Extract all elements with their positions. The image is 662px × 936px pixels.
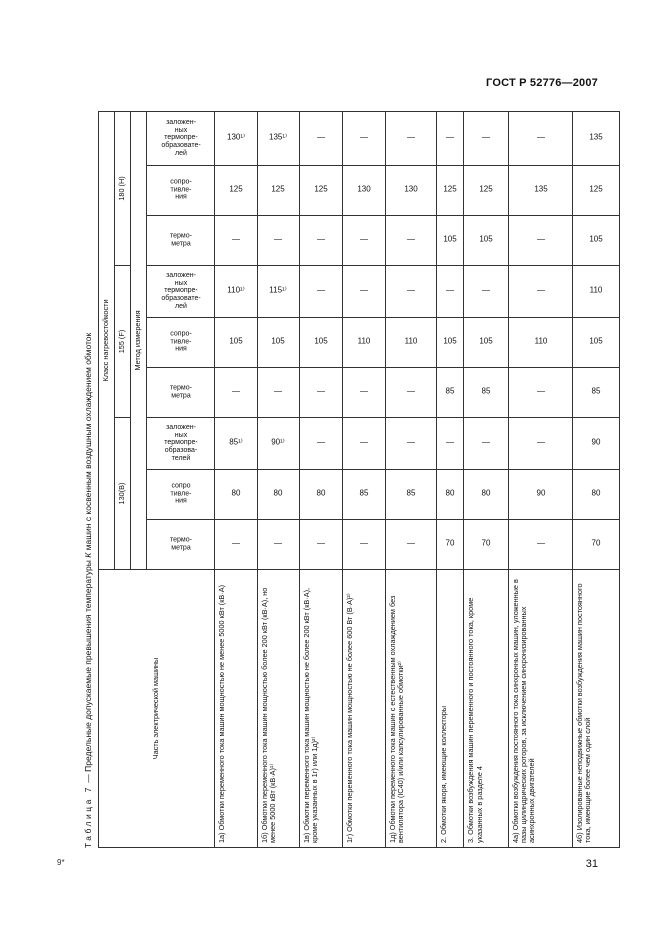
method-label: термо- метра [169, 536, 192, 552]
row-part-name: 4а) Обмотки возбуждения постоянного тока синхронных машин, уложенные в пазы цилиндрических роторов, за исключением синхронизированных асинхронных двигателей [509, 570, 573, 848]
value-text: 105 [271, 337, 286, 347]
value-cell [436, 368, 464, 418]
value-cell [342, 470, 385, 520]
value-text: — [406, 539, 415, 549]
value-text: — [536, 539, 545, 549]
value-cell [573, 368, 620, 418]
value-text: 110 [404, 337, 417, 347]
value-cell [342, 111, 385, 165]
value-text: 90 [536, 489, 546, 499]
value-text: — [536, 387, 545, 397]
table-row [342, 111, 385, 847]
value-text: 85 [406, 489, 416, 499]
value-text: — [274, 235, 283, 245]
value-text: — [406, 286, 415, 296]
method-cell [147, 166, 215, 216]
value-cell [257, 368, 300, 418]
method-cell [147, 216, 215, 266]
value-cell [300, 216, 343, 266]
value-text: 105 [589, 337, 603, 347]
method-cell [147, 470, 215, 520]
row-part-name: 1а) Обмотки переменного тока машин мощностью не менее 5000 кВт (кВ·А) [215, 570, 258, 848]
value-text: 105 [479, 235, 493, 245]
method-cell [147, 266, 215, 318]
method-header: Метод измерения [131, 111, 147, 569]
table-row [257, 111, 300, 847]
value-text: 85 [481, 387, 491, 397]
value-text: 110¹⁾ [227, 286, 245, 296]
value-cell [257, 216, 300, 266]
value-cell [573, 111, 620, 165]
value-text: 80 [481, 489, 491, 499]
method-cell [147, 318, 215, 368]
value-text: — [406, 235, 415, 245]
value-text: — [359, 539, 368, 549]
method-label: сопро- тивле- ния [169, 330, 192, 354]
class-155: 155 (F) [115, 266, 131, 418]
signature-mark: 9* [57, 858, 65, 867]
value-text: 70 [591, 539, 601, 549]
value-cell [509, 520, 573, 570]
row-part-name: 1г) Обмотки переменного тока машин мощностью не более 600 Вт (В·А)²⁾ [342, 570, 385, 848]
value-text: 135 [589, 133, 603, 143]
class-header: Класс нагревостойкости [99, 111, 115, 569]
value-cell [342, 216, 385, 266]
value-text: 105 [443, 235, 457, 245]
value-text: — [482, 438, 491, 448]
rotated-table-block [80, 112, 625, 848]
value-text: — [536, 438, 545, 448]
value-cell [342, 418, 385, 470]
value-text: — [317, 286, 326, 296]
value-text: 130 [403, 185, 418, 195]
row-part-name: 1б) Обмотки переменного тока машин мощностью более 200 кВт (кВ·А), но менее 5000 кВт (кВ·А)¹⁾ [257, 570, 300, 848]
value-text: 110 [357, 337, 371, 347]
value-text: 115¹⁾ [269, 286, 288, 296]
table-row [464, 111, 509, 847]
value-text: 125 [229, 185, 243, 195]
class-130: 130(B) [115, 418, 131, 570]
method-label: сопро- тивле- ния [169, 178, 192, 202]
value-cell [342, 166, 385, 216]
value-cell [300, 418, 343, 470]
value-text: — [536, 235, 545, 245]
value-cell [300, 111, 343, 165]
value-cell [464, 368, 509, 418]
value-text: — [231, 235, 240, 245]
value-cell [464, 111, 509, 165]
value-cell [573, 318, 620, 368]
value-text: — [317, 235, 326, 245]
value-cell [385, 520, 436, 570]
method-label: заложен- ных термопре- образовате- лей [160, 272, 201, 311]
value-text: — [231, 387, 240, 397]
value-text: — [317, 438, 326, 448]
value-cell [573, 266, 620, 318]
method-label: заложен- ных термопре- образова- телей [163, 424, 198, 463]
value-text: 130¹⁾ [226, 133, 245, 143]
value-cell [215, 216, 258, 266]
value-text: — [359, 235, 368, 245]
table-row [300, 111, 343, 847]
value-cell [436, 111, 464, 165]
value-text: 125 [443, 185, 457, 195]
value-text: — [359, 133, 368, 143]
value-text: 125 [479, 185, 493, 195]
value-cell [509, 111, 573, 165]
value-cell [257, 418, 300, 470]
value-cell [509, 418, 573, 470]
standard-designation: ГОСТ Р 52776—2007 [486, 77, 598, 89]
value-text: — [482, 286, 491, 296]
value-cell [215, 368, 258, 418]
value-cell [464, 166, 509, 216]
class-180: 180 (H) [115, 111, 131, 265]
value-cell [385, 318, 436, 368]
value-text: — [446, 133, 454, 143]
value-cell [573, 166, 620, 216]
value-text: 125 [589, 185, 603, 195]
value-cell [342, 368, 385, 418]
value-text: 80 [316, 489, 326, 499]
value-cell [509, 166, 573, 216]
value-cell [573, 216, 620, 266]
value-cell [436, 470, 464, 520]
value-text: — [317, 387, 326, 397]
value-text: 85 [359, 489, 369, 499]
value-cell [464, 216, 509, 266]
value-text: — [317, 539, 326, 549]
row-part-name: 1в) Обмотки переменного тока машин мощностью не более 200 кВт (кВ·А), кроме указанных в 1г) или 1д)²⁾ [300, 570, 343, 848]
row-part-name: 2. Обмотки якоря, имеющие коллекторы [436, 570, 464, 848]
value-text: 70 [481, 539, 491, 549]
value-cell [300, 368, 343, 418]
value-text: — [446, 286, 454, 296]
table-row [509, 111, 573, 847]
value-cell [385, 216, 436, 266]
method-label: термо- метра [169, 232, 192, 248]
value-cell [436, 418, 464, 470]
value-text: 105 [443, 337, 457, 347]
value-cell [300, 520, 343, 570]
value-cell [573, 520, 620, 570]
row-part-name: 4б) Изолированные неподвижные обмотки возбуждения машин постоянного тока, имеющие более чем один слой [573, 570, 620, 848]
value-cell [436, 166, 464, 216]
value-cell [509, 216, 573, 266]
value-cell [300, 166, 343, 216]
value-cell [342, 318, 385, 368]
value-text: 85¹⁾ [229, 438, 243, 448]
table-row [385, 111, 436, 847]
method-label: сопро тивле- ния [170, 482, 191, 506]
value-text: 125 [271, 185, 286, 195]
value-cell [436, 216, 464, 266]
value-text: 105 [229, 337, 243, 347]
value-text: 90¹⁾ [271, 438, 286, 448]
value-cell [215, 111, 258, 165]
value-text: 80 [445, 489, 455, 499]
value-text: — [359, 286, 368, 296]
caption-text: — Предельные допускаемые превышения температуры [83, 557, 93, 786]
value-text: 80 [591, 489, 601, 499]
value-cell [300, 318, 343, 368]
value-cell [509, 318, 573, 368]
value-text: 85 [591, 387, 601, 397]
value-text: 125 [314, 185, 328, 195]
value-cell [257, 318, 300, 368]
value-text: 130 [357, 185, 371, 195]
table-row [215, 111, 258, 847]
value-text: 70 [445, 539, 455, 549]
value-text: 105 [314, 337, 328, 347]
part-header: Часть электрической машины [99, 570, 215, 848]
value-cell [509, 368, 573, 418]
value-cell [464, 318, 509, 368]
value-cell [509, 470, 573, 520]
method-cell [147, 418, 215, 470]
value-text: — [536, 286, 545, 296]
method-cell [147, 520, 215, 570]
value-cell [215, 166, 258, 216]
value-text: — [406, 387, 415, 397]
value-text: 80 [231, 489, 241, 499]
value-text: 135¹⁾ [269, 133, 288, 143]
table-caption [80, 112, 96, 848]
page-number: 31 [585, 858, 598, 870]
value-cell [257, 111, 300, 165]
value-text: 105 [589, 235, 603, 245]
value-cell [342, 520, 385, 570]
value-cell [257, 266, 300, 318]
value-cell [436, 318, 464, 368]
row-part-name: 3. Обмотки возбуждения машин переменного и постоянного тока, кроме указанных в разделе 4 [464, 570, 509, 848]
value-text: 85 [445, 387, 455, 397]
value-cell [464, 418, 509, 470]
value-text: — [406, 438, 415, 448]
value-text: 135 [533, 185, 548, 195]
value-text: — [274, 539, 283, 549]
value-text: — [446, 438, 454, 448]
value-cell [257, 166, 300, 216]
value-text: — [359, 387, 368, 397]
value-cell [464, 470, 509, 520]
value-text: — [359, 438, 368, 448]
value-cell [436, 520, 464, 570]
method-cell [147, 368, 215, 418]
value-cell [573, 470, 620, 520]
value-text: 90 [591, 438, 601, 448]
value-text: — [406, 133, 415, 143]
value-cell [257, 520, 300, 570]
method-label: заложен- ных термопре- образовате- лей [160, 119, 201, 158]
value-text: 110 [534, 337, 547, 347]
caption-rest: машин с косвенным воздушным охлаждением обмоток [83, 332, 93, 553]
value-text: — [274, 387, 283, 397]
table-label: Таблица 7 [83, 785, 93, 848]
row-part-name: 1д) Обмотки переменного тока машин с естественным охлаждением без вентилятора (IC40) и/или капсулированные обмотки²⁾ [385, 570, 436, 848]
value-cell [215, 520, 258, 570]
value-cell [215, 318, 258, 368]
value-cell [257, 470, 300, 520]
value-cell [464, 520, 509, 570]
method-cell [147, 111, 215, 165]
value-cell [215, 418, 258, 470]
table-row [573, 111, 620, 847]
value-text: 110 [589, 286, 603, 296]
value-cell [436, 266, 464, 318]
value-cell [215, 266, 258, 318]
value-text: — [317, 133, 326, 143]
value-cell [342, 266, 385, 318]
method-label: термо- метра [169, 384, 192, 400]
value-text: 105 [479, 337, 493, 347]
value-cell [215, 470, 258, 520]
value-cell [385, 266, 436, 318]
value-text: — [482, 133, 491, 143]
caption-symbol: К [83, 552, 93, 558]
value-cell [385, 166, 436, 216]
value-text: — [536, 133, 545, 143]
value-cell [385, 470, 436, 520]
value-cell [464, 266, 509, 318]
value-cell [385, 418, 436, 470]
value-cell [300, 470, 343, 520]
value-cell [385, 368, 436, 418]
table-row [436, 111, 464, 847]
value-cell [385, 111, 436, 165]
value-cell [573, 418, 620, 470]
value-text: — [231, 539, 240, 549]
value-cell [509, 266, 573, 318]
temperature-limits-table [98, 111, 620, 848]
value-cell [300, 266, 343, 318]
value-text: 80 [273, 489, 283, 499]
